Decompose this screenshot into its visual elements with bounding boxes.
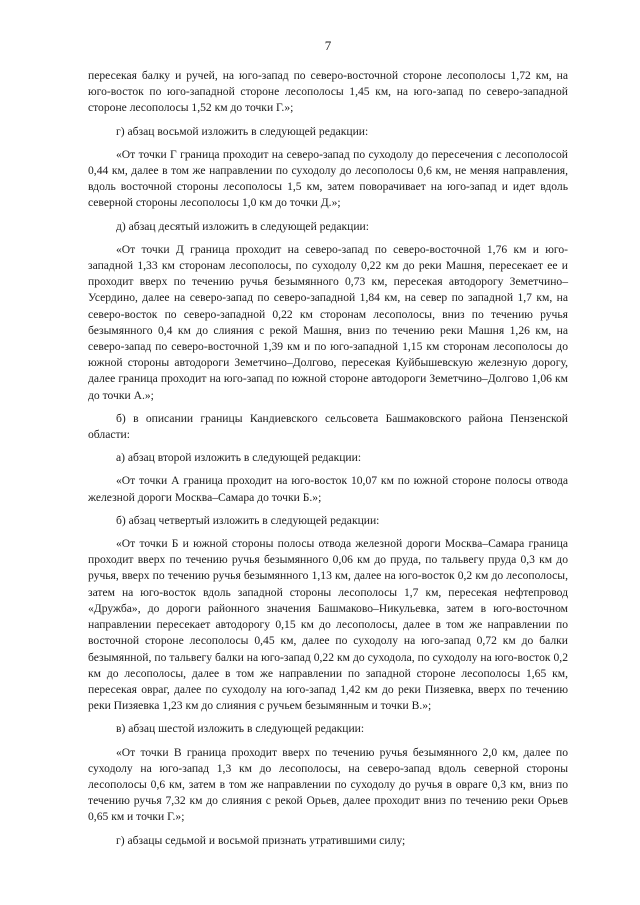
paragraph-quote-point-d: «От точки Д граница проходит на северо-запад по северо-восточной 1,76 км и юго-западной 1,33 км сторонам лесополосы, по суходолу 0,22 км до реки Машня, пересекает ее и проходит вверх по течению ручья безымянного 0,73 км, пересекая автодорогу Земетчино–Усердино, далее на северо-запад по северо-западной 1,84 км, на север по западной 1,7 км, на северо-восток по северо-западной 0,22 км сторонам лесополосы, вниз по течению ручья безымянного 0,4 км до слияния с рекой Машня, вниз по течению реки Машня 1,26 км, на северо-запад по северо-восточной 1,39 км и по юго-западной 1,15 км сторонам лесополосы до южной стороны автодороги Земетчино–Долгово, пересекая Куйбышевскую железную дорогу, далее граница проходит на юго-запад по южной стороне автодороги Земетчино–Долгово 1,06 км до точки А.»; <box>88 242 568 402</box>
paragraph-instruction-b: б) абзац четвертый изложить в следующей редакции: <box>116 513 380 527</box>
paragraph-quote-point-g: «От точки Г граница проходит на северо-запад по суходолу до пересечения с лесополосой 0,44 км, далее в том же направлении по суходолу до лесополосы 0,6 км, не меняя направления, вдоль восточной стороны лесополосы 1,5 км, затем поворачивает на юго-запад и идет вдоль северной стороны лесополосы 1,0 км до точки Д.»; <box>88 147 568 210</box>
paragraph-quote-point-b: «От точки Б и южной стороны полосы отвода железной дороги Москва–Самара граница проходит вверх по течению ручья безымянного 0,06 км до пруда, по тальвегу пруда 0,3 км до ручья, вверх по течению ручья безымянного 1,13 км, далее на юго-восток 0,2 км до лесополосы, затем на юго-восток вдоль западной стороны лесополосы 1,7 км, пересекая нефтепровод «Дружба», до дороги районного значения Башмаково–Никульевка, затем в юго-восточном направлении пересекает автодорогу 0,15 км до лесополосы, далее в том же направлении по восточной стороне лесополосы 0,45 км, далее по суходолу на юго-запад 0,72 км до балки безымянной, по тальвегу балки на юго-запад 0,22 км до суходола, по суходолу на юго-восток 0,2 км до лесополосы, далее в том же направлении по западной стороне лесополосы 1,65 км, пересекая овраг, далее по суходолу на юго-запад 1,42 км до реки Пизяевка, вверх по течению реки Пизяевка 1,23 км до слияния с ручьем безымянным и точки В.»; <box>88 537 568 713</box>
paragraph-section-b: б) в описании границы Кандиевского сельсовета Башмаковского района Пензенской области: <box>88 411 568 442</box>
paragraph-continuation: пересекая балку и ручей, на юго-запад по северо-восточной стороне лесополосы 1,72 км, на юго-восток по юго-западной стороне лесополосы 1,45 км, на юго-запад по северо-западной стороне лесополосы 1,52 км до точки Г.»; <box>88 69 568 115</box>
paragraph-instruction-d: д) абзац десятый изложить в следующей редакции: <box>116 219 369 233</box>
paragraph-instruction-g2: г) абзацы седьмой и восьмой признать утратившими силу; <box>116 833 406 847</box>
paragraph-quote-point-v: «От точки В граница проходит вверх по течению ручья безымянного 2,0 км, далее по суходолу на юго-запад 1,3 км до лесополосы, на северо-запад вдоль северной стороны лесополосы 0,6 км, затем в том же направлении по суходолу до ручья в овраге 0,3 км, вниз по течению ручья 7,32 км до слияния с рекой Орьев, далее проходит вниз по течению реки Орьев 0,65 км и точки Г.»; <box>88 745 568 824</box>
paragraph-instruction-a: а) абзац второй изложить в следующей редакции: <box>116 451 362 465</box>
paragraph-quote-point-a: «От точки А граница проходит на юго-восток 10,07 км по южной стороне полосы отвода железной дороги Москва–Самара до точки Б.»; <box>88 474 568 504</box>
page-number: 7 <box>324 38 332 53</box>
paragraph-instruction-v: в) абзац шестой изложить в следующей редакции: <box>116 722 365 736</box>
document-page <box>88 38 568 856</box>
paragraph-instruction-g: г) абзац восьмой изложить в следующей редакции: <box>116 124 369 138</box>
